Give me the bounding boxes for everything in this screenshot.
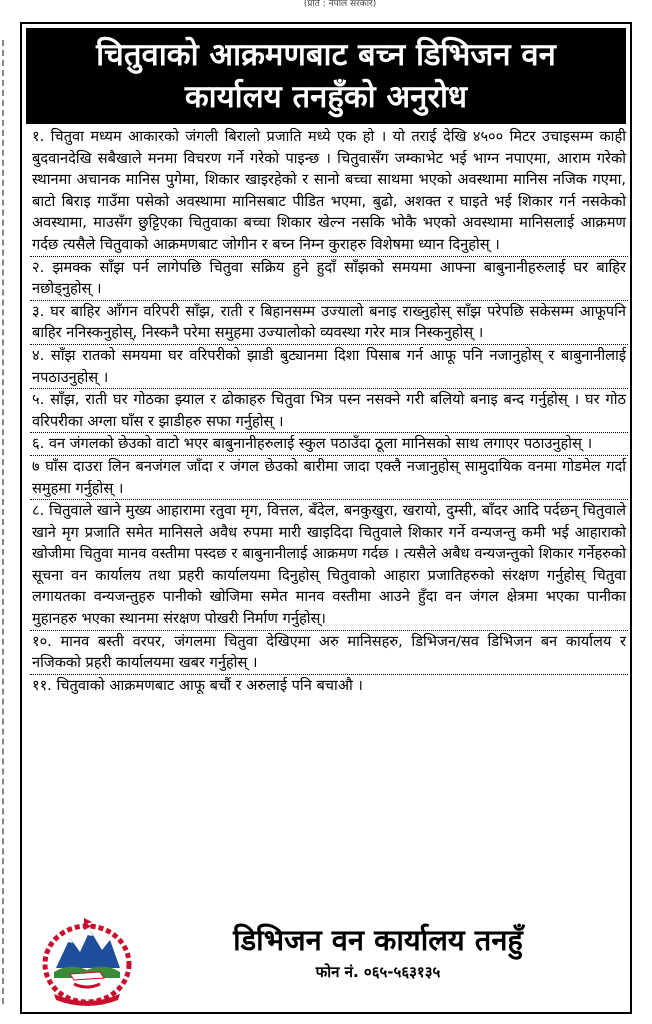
title-line-2: कार्यालय तनहुँको अनुरोध: [184, 79, 468, 115]
office-phone: फोन नं. ०६५-५६३१३५: [315, 963, 441, 981]
paragraph-3: ३. घर बाहिर आँगन वरिपरी साँझ, राती र बिहानसम्म उज्यालो बनाइ राख्नुहोस् साँझ परेपछि सकेसम्म आफूपनि बाहिर ननिस्कनुहोस्, निस्कनै परेमा समुहमा उज्यालोको व्यवस्था गरेर मात्र निस्कनुहोस् ।: [30, 300, 628, 344]
nepal-government-emblem-icon: [40, 916, 134, 1006]
paragraph-6: ६. वन जंगलको छेउको वाटो भएर बाबुनानीहरुलाई स्कुल पठाउँदा ठूला मानिसको साथ लगाएर पठाउनुहोस् ।: [30, 432, 628, 455]
paragraph-5: ५. साँझ, राती घर गोठका झ्याल र ढोकाहरु चितुवा भित्र पस्न नसक्ने गरी बलियो बनाइ बन्द गर्नुहोस् । घर गोठ वरिपरीका अग्ला घाँस र झाडीहरु सफा गर्नुहोस् ।: [30, 388, 628, 432]
footer: [26, 914, 626, 1008]
paragraph-8: ८. चितुवाले खाने मुख्य आहारामा रतुवा मृग, वित्तल, बँदेल, बनकुखुरा, खरायो, दुम्सी, बाँदर आदि पर्दछन् चितुवाले खाने मृग प्रजाति समेत मानिसले अवैध रुपमा मारी खाइदिदा चितुवाले शिकार गर्ने वन्यजन्तु कमी भई आहाराको खोजीमा चितुवा मानव वस्तीमा पस्दछ र बाबुनानीलाई आक्रमण गर्दछ । त्यसैले अबैध वन्यजन्तुको शिकार गर्नेहरुको सूचना वन कार्यालय तथा प्रहरी कार्यालयमा दिनुहोस् चितुवाको आहारा प्रजातिहरुको संरक्षण गर्नुहोस् चितुवा लगायतका वन्यजन्तुहरु पानीको खोजिमा समेत मानव वस्तीमा आउने हुँदा वन जंगल क्षेत्रमा भएका पानीका मुहानहरु भएका स्थानमा संरक्षण पोखरी निर्माण गर्नुहोस्।: [30, 499, 628, 630]
office-name: डिभिजन वन कार्यालय तनहुँ: [233, 923, 523, 957]
paragraph-10: १०. मानव बस्ती वरपर, जंगलमा चितुवा देखिएमा अरु मानिसहरु, डिभिजन/सव डिभिजन बन कार्यालय र नजिकको प्रहरी कार्यालयमा खबर गर्नुहोस् ।: [30, 630, 628, 674]
paragraph-2: २. झमक्क साँझ पर्न लागेपछि चितुवा सक्रिय हुने हुदाँ साँझको समयमा आफ्ना बाबुनानीहरुलाई घर बाहिर नछोड्नुहोस् ।: [30, 256, 628, 300]
paragraph-11: ११. चितुवाको आक्रमणबाट आफू बचौं र अरुलाई पनि बचाऔ ।: [30, 674, 628, 697]
title-line-1: चितुवाको आक्रमणबाट बच्न डिभिजन वन: [96, 37, 556, 73]
cut-line: [2, 40, 6, 1004]
header-note: (प्रति : नेपाल सरकार): [303, 0, 377, 9]
paragraph-1: १. चितुवा मध्यम आकारको जंगली बिरालो प्रजाति मध्ये एक हो । यो तराई देखि ४५०० मिटर उचाइसम्म काही बुदवानदेखि सबैखाले मनमा विचरण गर्ने गरेको पाइन्छ । चितुवासँग जम्काभेट भई भाग्न नपाएमा, आराम गरेको स्थानमा अचानक मानिस पुगेमा, शिकार खाइरहेको र सानो बच्चा साथमा भएको अवस्थामा मानिस नजिक गएमा, बाटो बिराइ गाउँमा पसेको अवस्थामा मानिसबाट पीडित भएमा, बुढो, अशक्त र घाइते भई शिकार गर्न नसकेको अवस्थामा, माउसँग छुट्टिएका चितुवाका बच्चा शिकार खेल्न नसकि भोकै भएको अवस्थामा मानिसलाई आक्रमण गर्दछ त्यसैले चितुवाको आक्रमणबाट जोगीन र बच्न निम्न कुराहरु विशेषमा ध्यान दिनुहोस् ।: [32, 128, 626, 253]
title-banner: [26, 28, 626, 124]
paragraph-7: ७ घाँस दाउरा लिन बनजंगल जाँदा र जंगल छेउको बारीमा जादा एक्लै नजानुहोस् सामुदायिक वनमा गोडमेल गर्दा समुहमा गर्नुहोस् ।: [30, 455, 628, 499]
paragraph-4: ४. साँझ रातको समयमा घर वरिपरीको झाडी बुट्यानमा दिशा पिसाब गर्न आफू पनि नजानुहोस् र बाबुनानीलाई नपठाउनुहोस् ।: [30, 344, 628, 388]
notice-body: [30, 126, 628, 696]
